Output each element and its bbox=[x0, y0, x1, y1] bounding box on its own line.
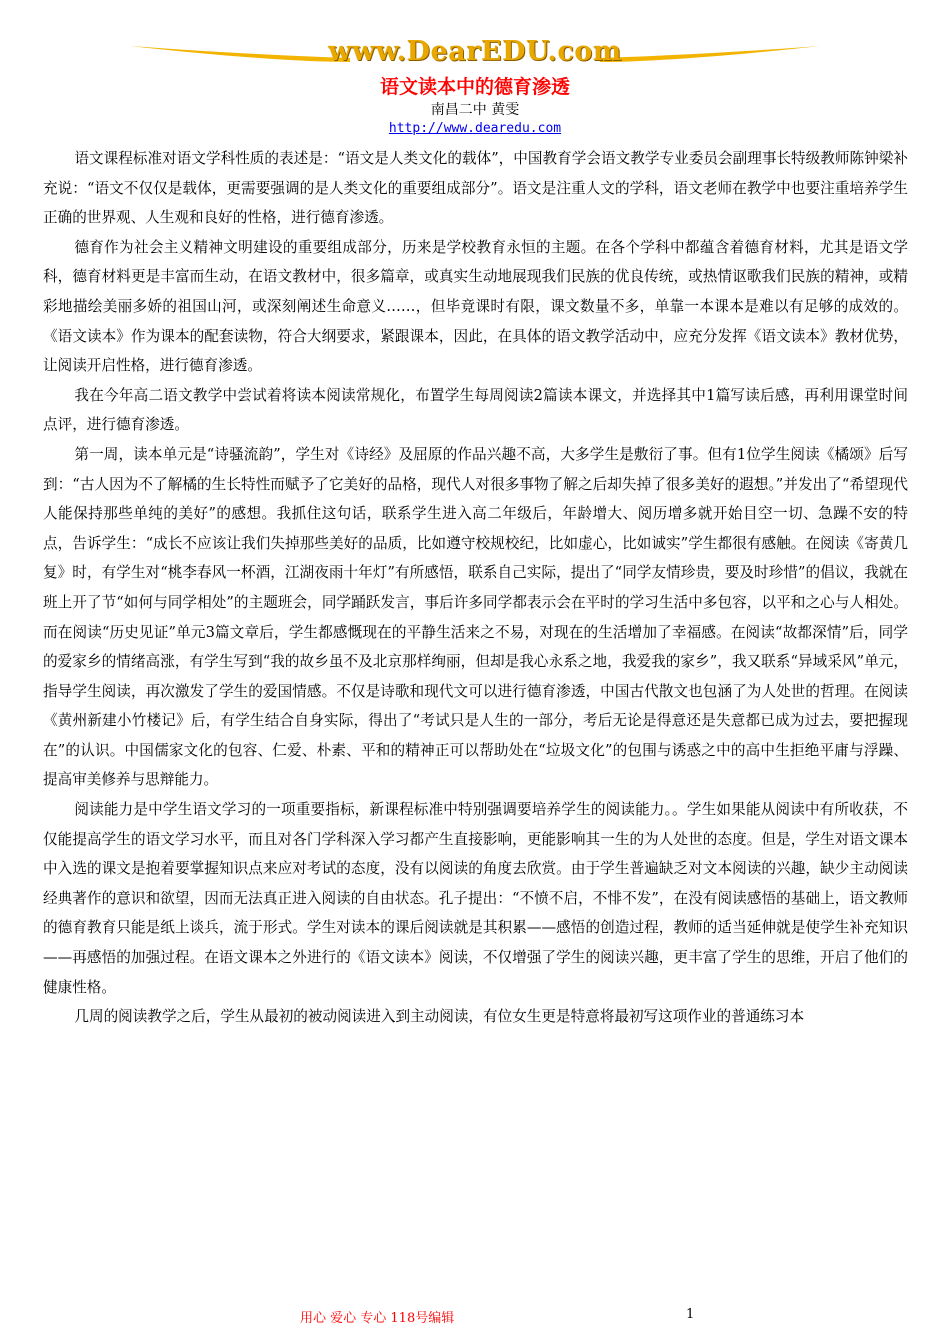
banner-logo-text: www.DearEDU.com bbox=[328, 36, 622, 67]
paragraph: 第一周，读本单元是“诗骚流韵”，学生对《诗经》及屈原的作品兴趣不高，大多学生是敷衍了事。但有1位学生阅读《橘颂》后写到：“古人因为不了解橘的生长特性而赋予了它美好的品格，现代人对很多事物了解之后却失掉了很多美好的遐想。”并发出了“希望现代人能保持那些单纯的美好”的感想。我抓住这句话，联系学生进入高二年级后，年龄增大、阅历增多就开始目空一切、急躁不安的特点，告诉学生：“成长不应该让我们失掉那些美好的品质，比如遵守校规校纪，比如虚心，比如诚实”学生都很有感触。在阅读《寄黄几复》时，有学生对“桃李春风一杯酒，江湖夜雨十年灯”有所感悟，联系自己实际，提出了“同学友情珍贵，要及时珍惜”的倡议，我就在班上开了节“如何与同学相处”的主题班会，同学踊跃发言，事后许多同学都表示会在平时的学习生活中多包容，以平和之心与人相处。而在阅读“历史见证”单元3篇文章后，学生都感慨现在的平静生活来之不易，对现在的生活增加了幸福感。在阅读“故都深情”后，同学的爱家乡的情绪高涨，有学生写到“我的故乡虽不及北京那样绚丽，但却是我心永系之地，我爱我的家乡”，我又联系“异域采风”单元，指导学生阅读，再次激发了学生的爱国情感。不仅是诗歌和现代文可以进行德育渗透，中国古代散文也包涵了为人处世的哲理。在阅读《黄州新建小竹楼记》后，有学生结合自身实际，得出了“考试只是人生的一部分，考后无论是得意还是失意都已成为过去，要把握现在”的认识。中国儒家文化的包容、仁爱、朴素、平和的精神正可以帮助处在“垃圾文化”的包围与诱惑之中的高中生拒绝平庸与浮躁、提高审美修养与思辩能力。 bbox=[43, 445, 908, 789]
paragraph: 几周的阅读教学之后，学生从最初的被动阅读进入到主动阅读，有位女生更是特意将最初写这项作业的普通练习本 bbox=[74, 1008, 805, 1026]
footer-note: 用心 爱心 专心 118号编辑 bbox=[300, 1311, 455, 1326]
paragraph: 我在今年高二语文教学中尝试着将读本阅读常规化，布置学生每周阅读2篇读本课文，并选择其中1篇写读后感，再利用课堂时间点评，进行德育渗透。 bbox=[43, 386, 908, 434]
paragraph: 德育作为社会主义精神文明建设的重要组成部分，历来是学校教育永恒的主题。在各个学科中都蕴含着德育材料，尤其是语文学科，德育材料更是丰富而生动，在语文教材中，很多篇章，或真实生动地展现我们民族的优良传统，或热情讴歌我们民族的精神，或精彩地描绘美丽多娇的祖国山河，或深刻阐述生命意义……，但毕竟课时有限，课文数量不多，单靠一本课本是难以有足够的成效的。《语文读本》作为课本的配套读物，符合大纲要求，紧跟课本，因此，在具体的语文教学活动中，应充分发挥《语文读本》教材优势，让阅读开启性格，进行德育渗透。 bbox=[43, 238, 908, 375]
document-author: 南昌二中 黄雯 bbox=[430, 102, 520, 118]
site-banner bbox=[130, 36, 820, 76]
source-link[interactable]: http://www.dearedu.com bbox=[388, 121, 562, 136]
page-number: 1 bbox=[686, 1307, 695, 1322]
paragraph: 语文课程标准对语文学科性质的表述是：“语文是人类文化的载体”，中国教育学会语文教学专业委员会副理事长特级教师陈钟梁补充说：“语文不仅仅是载体，更需要强调的是人类文化的重要组成部分”。语文是注重人文的学科，语文老师在教学中也要注重培养学生正确的世界观、人生观和良好的性格，进行德育渗透。 bbox=[43, 150, 908, 227]
article-body bbox=[43, 144, 908, 1284]
document-title: 语文读本中的德育渗透 bbox=[379, 76, 570, 98]
paragraph: 阅读能力是中学生语文学习的一项重要指标，新课程标准中特别强调要培养学生的阅读能力。。学生如果能从阅读中有所收获，不仅能提高学生的语文学习水平，而且对各门学科深入学习都产生直接影响，更能影响其一生的为人处世的态度。但是，学生对语文课本中入选的课文是抱着要掌握知识点来应对考试的态度，没有以阅读的角度去欣赏。由于学生普遍缺乏对文本阅读的兴趣，缺少主动阅读经典著作的意识和欲望，因而无法真正进入阅读的自由状态。孔子提出：“不愤不启，不悱不发”，在没有阅读感悟的基础上，语文教师的德育教育只能是纸上谈兵，流于形式。学生对读本的课后阅读就是其积累——感悟的创造过程，教师的适当延伸就是使学生补充知识——再感悟的加强过程。在语文课本之外进行的《语文读本》阅读，不仅增强了学生的阅读兴趣，更丰富了学生的思维，开启了他们的健康性格。 bbox=[43, 801, 908, 996]
